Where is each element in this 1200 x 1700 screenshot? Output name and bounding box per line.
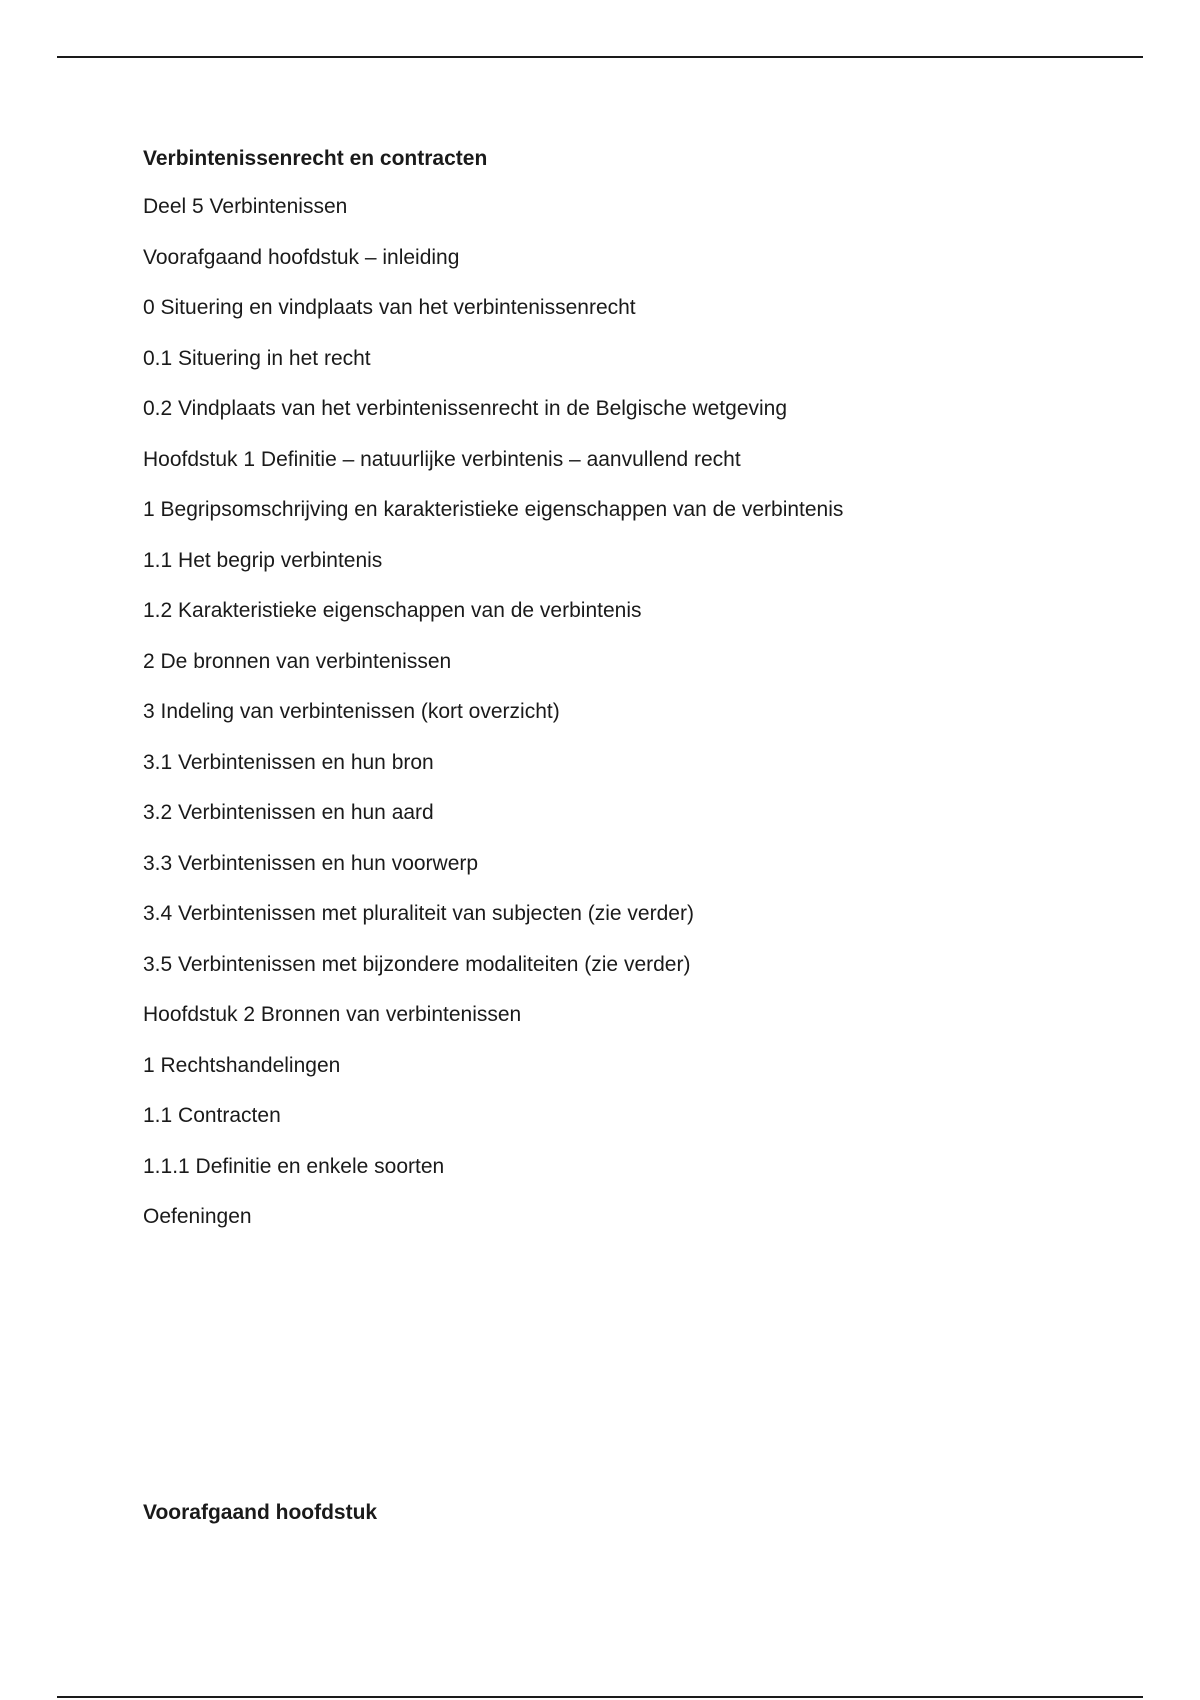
section-heading: Voorafgaand hoofdstuk (143, 1501, 378, 1524)
toc-item: Hoofdstuk 1 Definitie – natuurlijke verbintenis – aanvullend recht (143, 447, 741, 471)
document-title: Verbintenissenrecht en contracten (143, 147, 488, 170)
toc-item: Deel 5 Verbintenissen (143, 195, 348, 218)
toc-item: 1.1 Het begrip verbintenis (143, 548, 383, 572)
toc-item: Oefeningen (143, 1205, 252, 1228)
toc-item: 3.3 Verbintenissen en hun voorwerp (143, 851, 479, 875)
toc-item: 3.5 Verbintenissen met bijzondere modaliteiten (zie verder) (143, 952, 691, 976)
toc-item: 1.1.1 Definitie en enkele soorten (143, 1154, 445, 1178)
toc-item: 2 De bronnen van verbintenissen (143, 649, 452, 673)
toc-item: Voorafgaand hoofdstuk – inleiding (143, 245, 460, 269)
toc-item: 1 Rechtshandelingen (143, 1053, 341, 1077)
toc-item: 3 Indeling van verbintenissen (kort overzicht) (143, 700, 560, 723)
toc-item: 0.1 Situering in het recht (143, 346, 371, 370)
toc-item: 3.2 Verbintenissen en hun aard (143, 801, 434, 824)
toc-item: Hoofdstuk 2 Bronnen van verbintenissen (143, 1003, 522, 1026)
header-divider (57, 56, 1143, 58)
toc-item: 3.4 Verbintenissen met pluraliteit van subjecten (zie verder) (143, 902, 694, 925)
toc-item: 1.1 Contracten (143, 1104, 281, 1127)
footer-divider (57, 1696, 1143, 1698)
toc-item: 1 Begripsomschrijving en karakteristieke eigenschappen van de verbintenis (143, 498, 844, 521)
toc-item: 1.2 Karakteristieke eigenschappen van de verbintenis (143, 599, 642, 622)
toc-item: 0 Situering en vindplaats van het verbintenissenrecht (143, 296, 636, 319)
toc-item: 3.1 Verbintenissen en hun bron (143, 750, 434, 774)
table-of-contents (143, 193, 843, 1254)
toc-item: 0.2 Vindplaats van het verbintenissenrecht in de Belgische wetgeving (143, 397, 788, 420)
